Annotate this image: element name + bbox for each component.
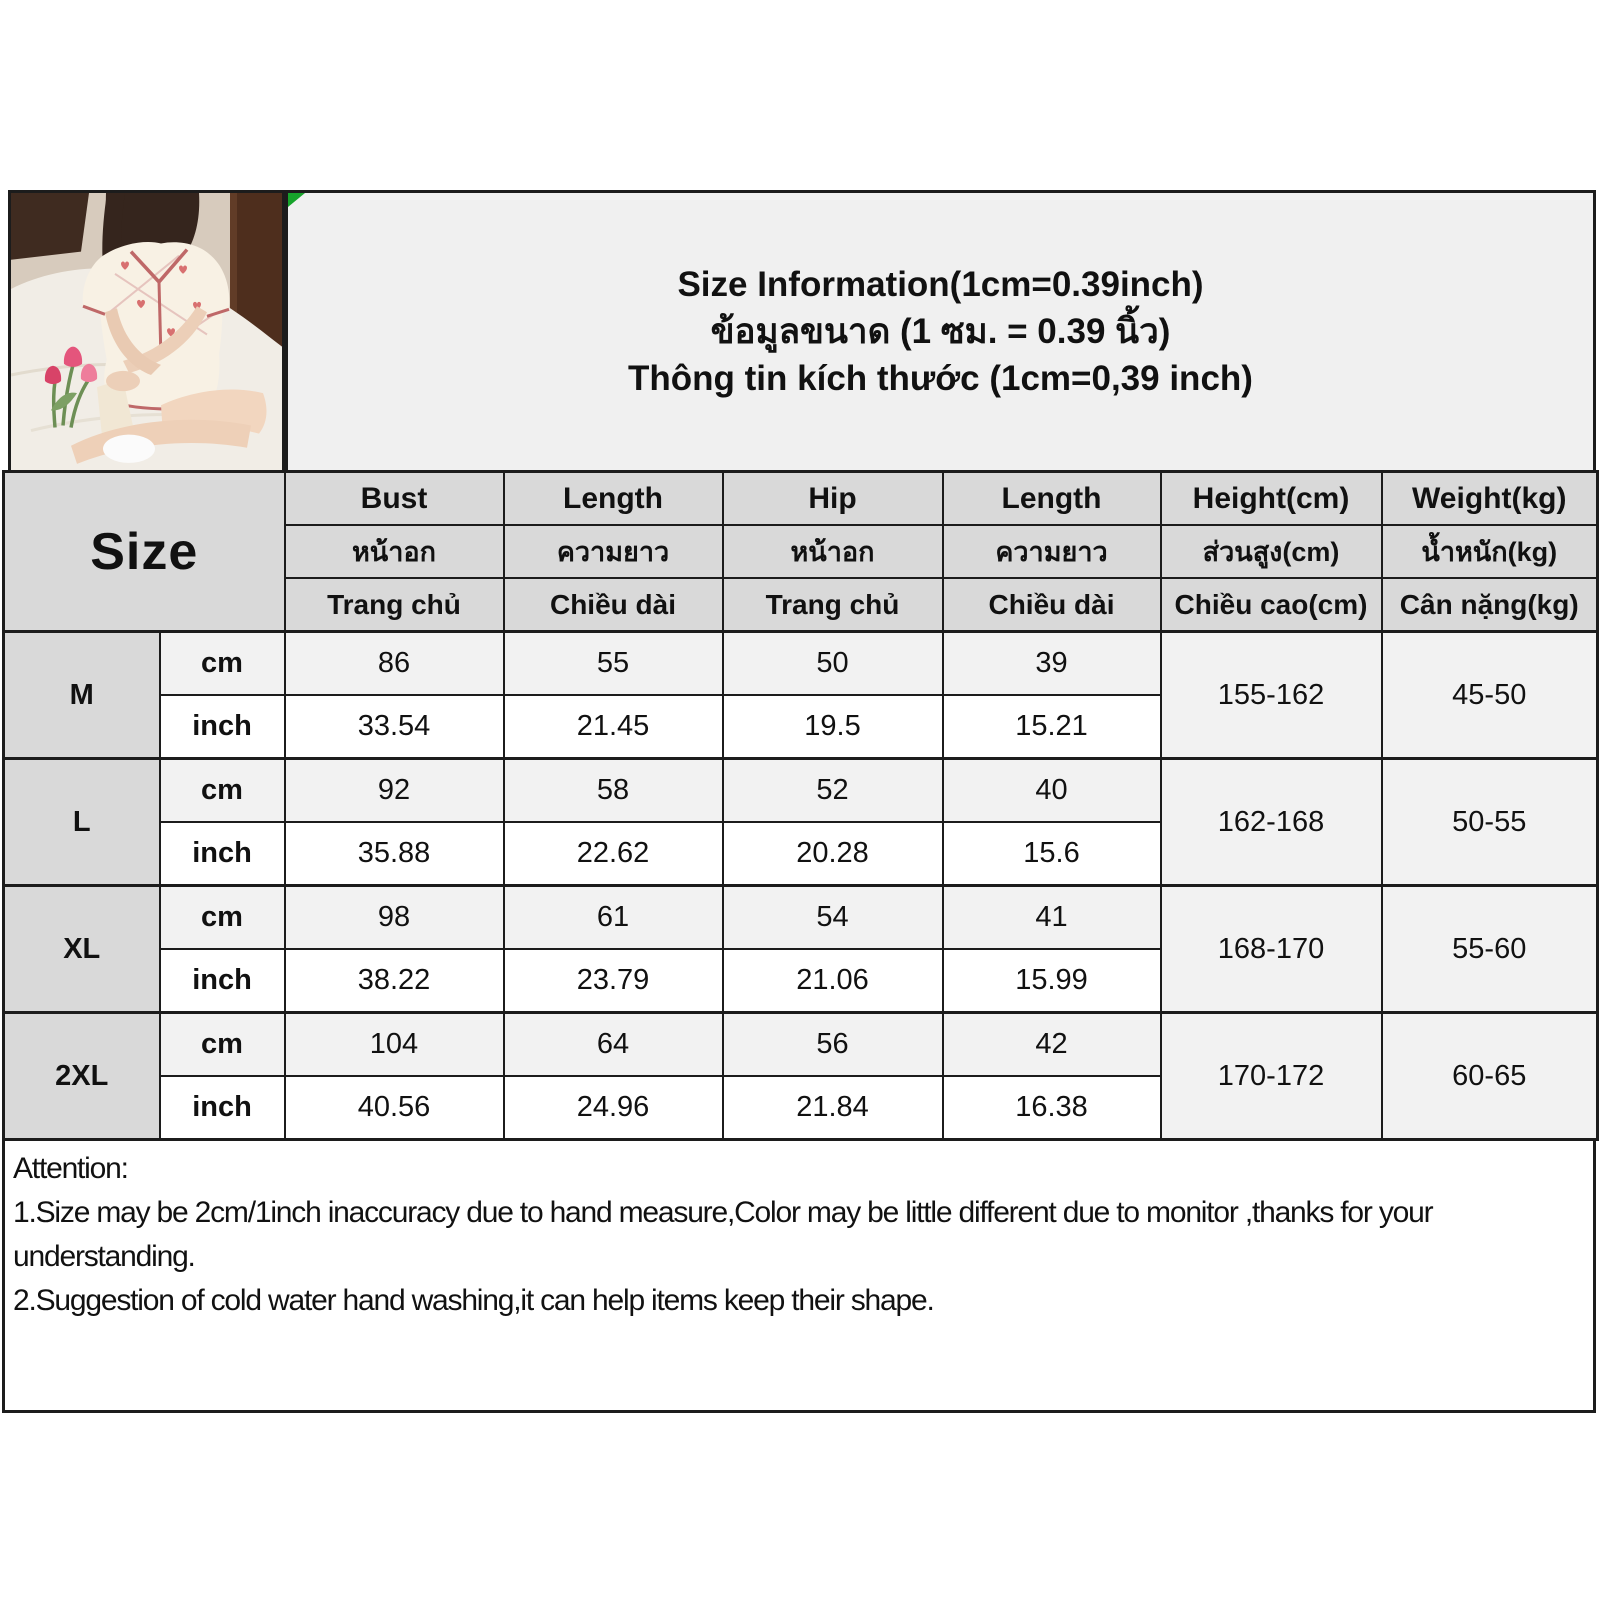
table-row — [4, 886, 1598, 950]
value-cell: 38.22 — [285, 949, 504, 1013]
header-cell: Length — [943, 472, 1161, 526]
value-cell: 52 — [723, 759, 943, 823]
attention-note-2: 2.Suggestion of cold water hand washing,it can help items keep their shape. — [13, 1284, 934, 1317]
size-label-cell: XL — [4, 886, 160, 1013]
value-cell: 42 — [943, 1013, 1161, 1077]
header-cell: Trang chủ — [285, 578, 504, 632]
value-cell: 39 — [943, 632, 1161, 696]
header-row-english — [4, 472, 1598, 526]
value-cell: 54 — [723, 886, 943, 950]
header-cell: ความยาว — [504, 525, 723, 578]
product-photo-illustration — [11, 193, 282, 470]
value-cell: 15.6 — [943, 822, 1161, 886]
header-cell: Trang chủ — [723, 578, 943, 632]
value-cell: 58 — [504, 759, 723, 823]
header-cell: ส่วนสูง(cm) — [1161, 525, 1382, 578]
attention-title: Attention: — [13, 1152, 128, 1185]
top-row — [2, 190, 1596, 470]
value-cell: 56 — [723, 1013, 943, 1077]
header-cell: ความยาว — [943, 525, 1161, 578]
value-cell: 64 — [504, 1013, 723, 1077]
unit-cell: inch — [160, 822, 285, 886]
value-cell: 92 — [285, 759, 504, 823]
unit-cell: cm — [160, 632, 285, 696]
header-cell: หน้าอก — [723, 525, 943, 578]
value-cell: 98 — [285, 886, 504, 950]
header-cell: Chiều dài — [943, 578, 1161, 632]
header-cell: Length — [504, 472, 723, 526]
attention-note-1: 1.Size may be 2cm/1inch inaccuracy due to hand measure,Color may be little different due to monitor ,thanks for your understanding. — [13, 1196, 1433, 1273]
size-label-cell: M — [4, 632, 160, 759]
size-chart-content — [2, 190, 1596, 1413]
title-english: Size Information(1cm=0.39inch) — [677, 265, 1204, 304]
table-row — [4, 759, 1598, 823]
header-cell: Cân nặng(kg) — [1382, 578, 1598, 632]
size-table — [2, 470, 1599, 1141]
unit-cell: inch — [160, 695, 285, 759]
unit-cell: inch — [160, 1076, 285, 1140]
attention-notes — [2, 1141, 1596, 1413]
value-cell: 55 — [504, 632, 723, 696]
header-cell: น้ำหนัก(kg) — [1382, 525, 1598, 578]
header-cell: Weight(kg) — [1382, 472, 1598, 526]
height-cell: 170-172 — [1161, 1013, 1382, 1140]
value-cell: 22.62 — [504, 822, 723, 886]
value-cell: 61 — [504, 886, 723, 950]
size-header-cell: Size — [4, 472, 285, 632]
unit-cell: inch — [160, 949, 285, 1013]
value-cell: 40 — [943, 759, 1161, 823]
table-row — [4, 1013, 1598, 1077]
value-cell: 104 — [285, 1013, 504, 1077]
header-cell: Chiều cao(cm) — [1161, 578, 1382, 632]
value-cell: 15.21 — [943, 695, 1161, 759]
weight-cell: 60-65 — [1382, 1013, 1598, 1140]
unit-cell: cm — [160, 1013, 285, 1077]
header-cell: Hip — [723, 472, 943, 526]
value-cell: 50 — [723, 632, 943, 696]
height-cell: 162-168 — [1161, 759, 1382, 886]
header-cell: หน้าอก — [285, 525, 504, 578]
weight-cell: 55-60 — [1382, 886, 1598, 1013]
value-cell: 21.45 — [504, 695, 723, 759]
title-vietnamese: Thông tin kích thước (1cm=0,39 inch) — [628, 359, 1253, 398]
value-cell: 86 — [285, 632, 504, 696]
unit-cell: cm — [160, 759, 285, 823]
unit-cell: cm — [160, 886, 285, 950]
table-row — [4, 632, 1598, 696]
green-corner-icon — [288, 193, 305, 207]
weight-cell: 50-55 — [1382, 759, 1598, 886]
size-information-header — [285, 190, 1596, 470]
value-cell: 33.54 — [285, 695, 504, 759]
value-cell: 40.56 — [285, 1076, 504, 1140]
weight-cell: 45-50 — [1382, 632, 1598, 759]
value-cell: 21.06 — [723, 949, 943, 1013]
title-thai: ข้อมูลขนาด (1 ซม. = 0.39 นิ้ว) — [710, 312, 1171, 351]
value-cell: 41 — [943, 886, 1161, 950]
size-label-cell: L — [4, 759, 160, 886]
value-cell: 20.28 — [723, 822, 943, 886]
value-cell: 35.88 — [285, 822, 504, 886]
value-cell: 19.5 — [723, 695, 943, 759]
header-cell: Height(cm) — [1161, 472, 1382, 526]
height-cell: 168-170 — [1161, 886, 1382, 1013]
product-photo — [8, 190, 285, 470]
value-cell: 15.99 — [943, 949, 1161, 1013]
value-cell: 23.79 — [504, 949, 723, 1013]
header-cell: Bust — [285, 472, 504, 526]
header-cell: Chiều dài — [504, 578, 723, 632]
value-cell: 21.84 — [723, 1076, 943, 1140]
height-cell: 155-162 — [1161, 632, 1382, 759]
value-cell: 24.96 — [504, 1076, 723, 1140]
size-label-cell: 2XL — [4, 1013, 160, 1140]
value-cell: 16.38 — [943, 1076, 1161, 1140]
